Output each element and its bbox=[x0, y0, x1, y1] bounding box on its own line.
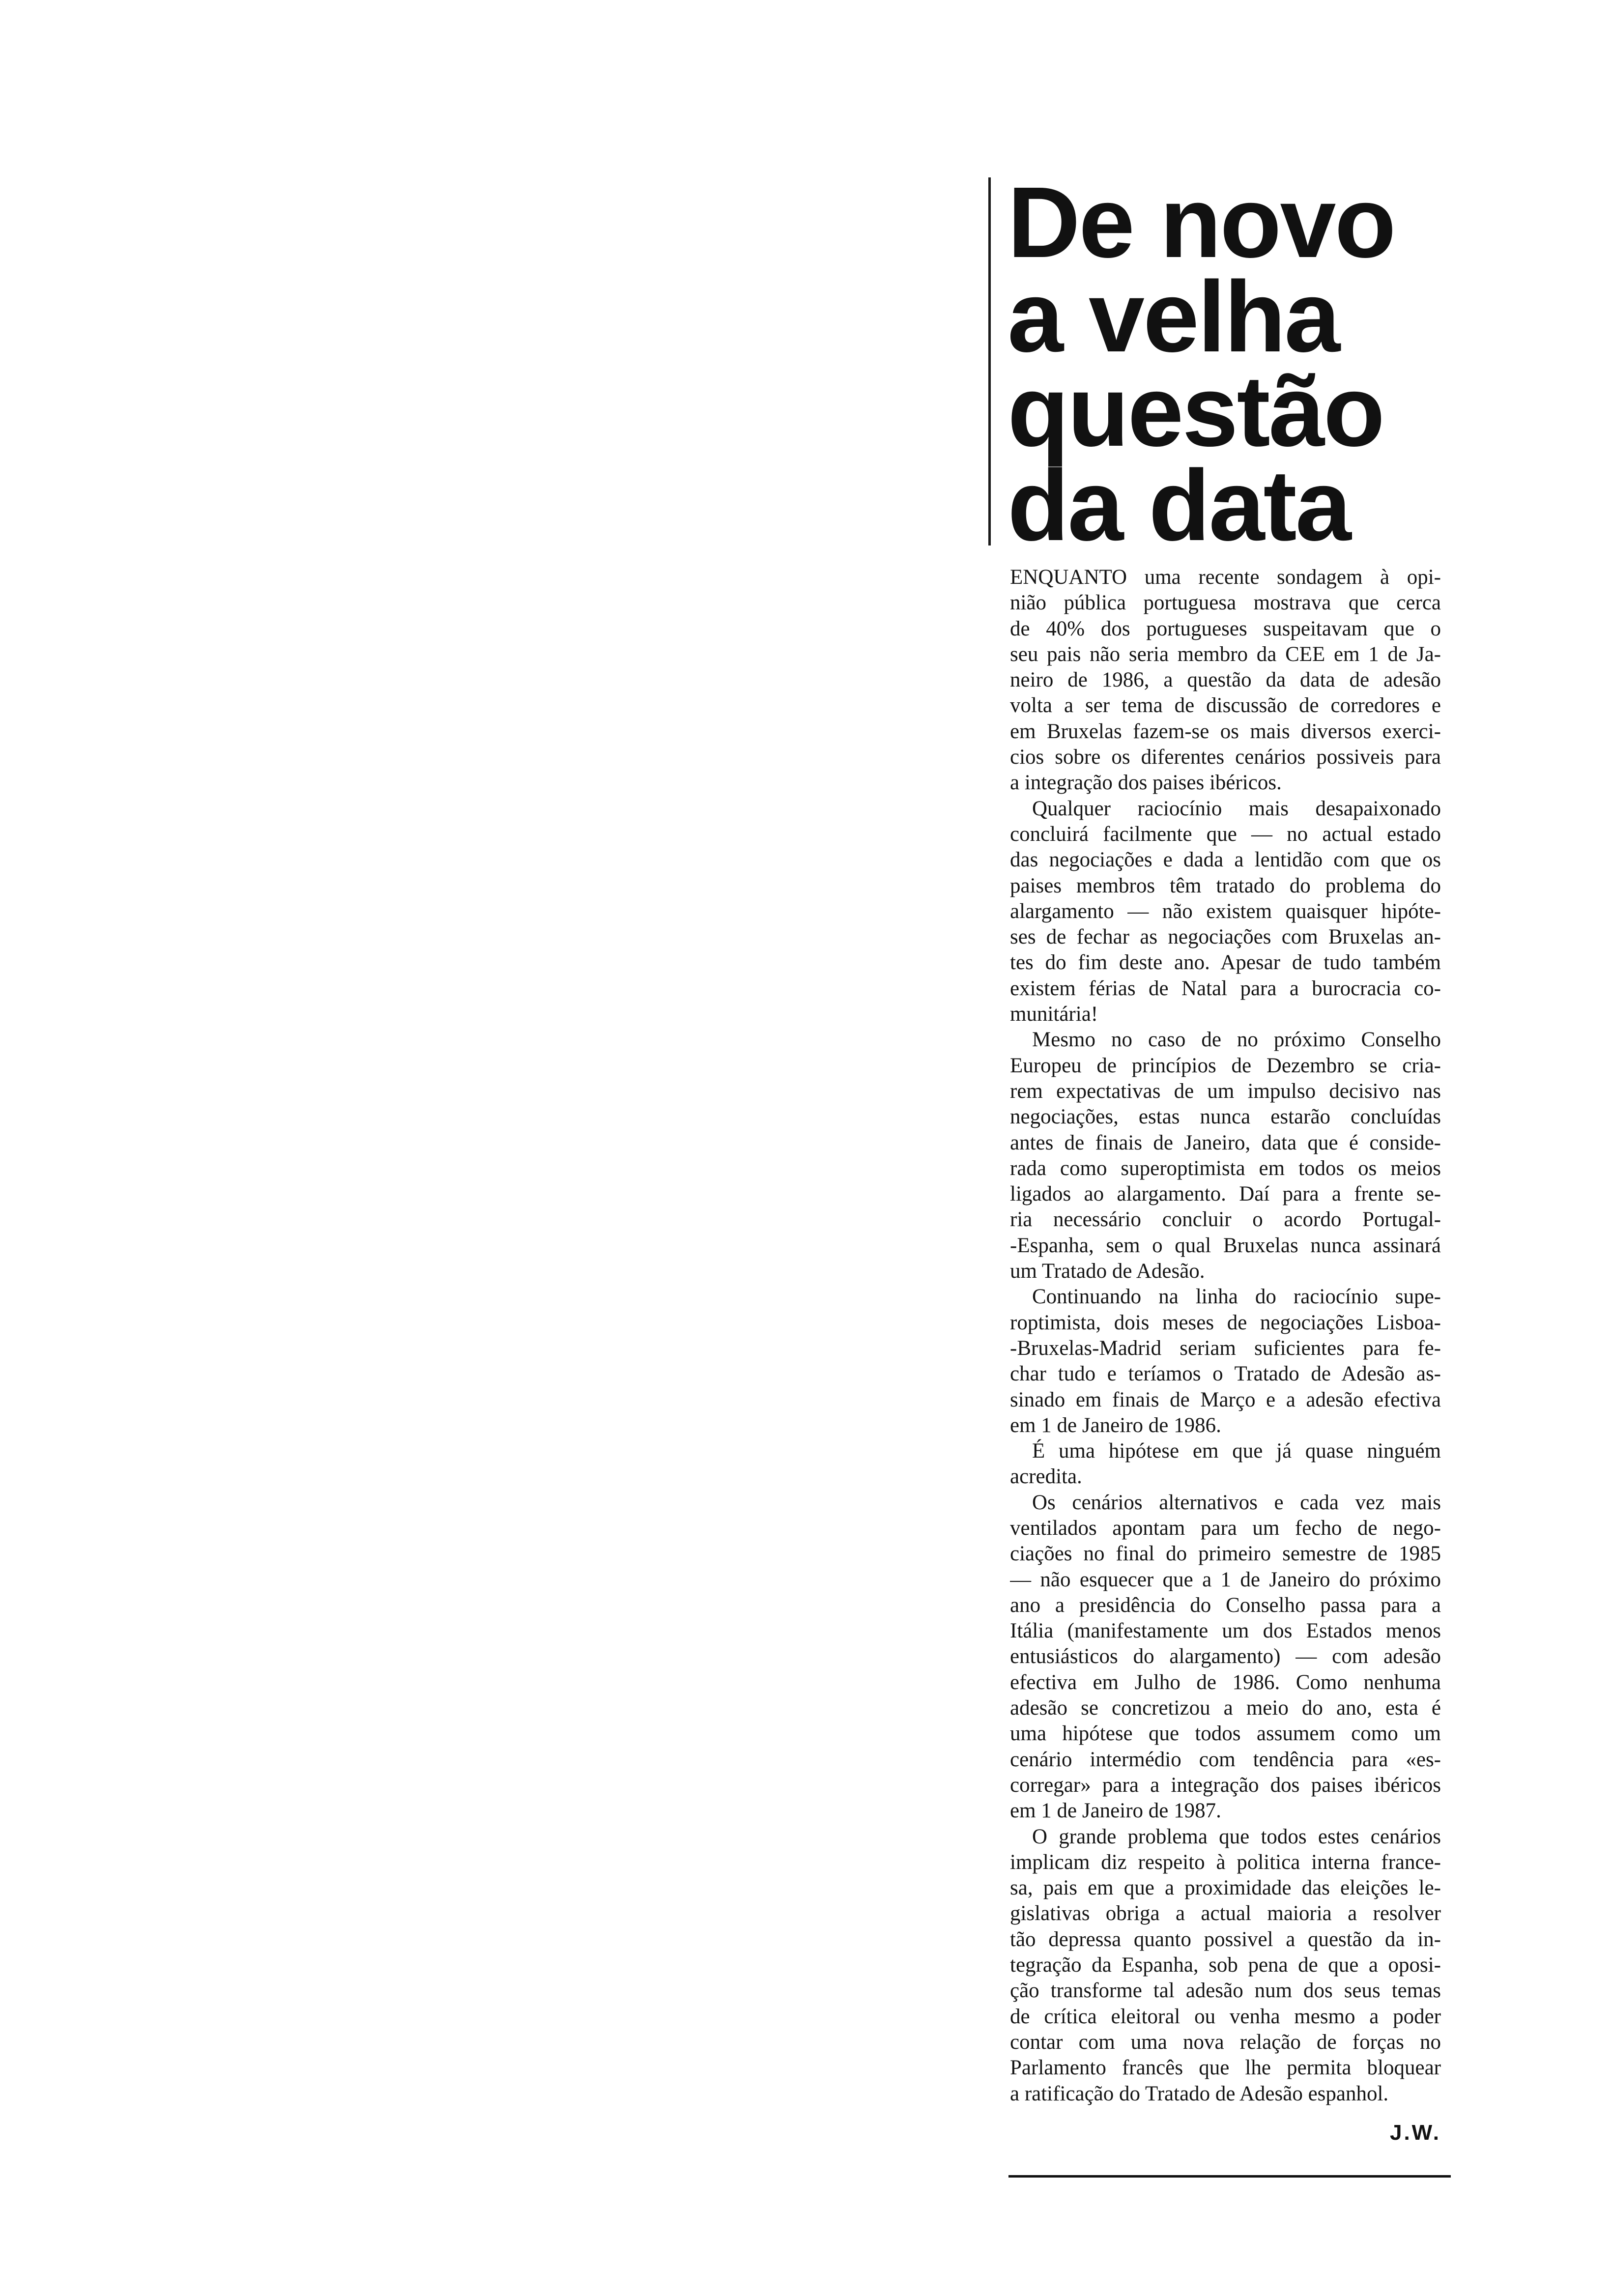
article-line: sinado em finais de Março e a adesão efectiva bbox=[1010, 1388, 1441, 1411]
article-line: Mesmo no caso de no próximo Conselho bbox=[1032, 1028, 1441, 1052]
article-line: neiro de 1986, a questão da data de adesão bbox=[1010, 668, 1441, 692]
article-line: rem expectativas de um impulso decisivo nas bbox=[1010, 1079, 1441, 1103]
article-line: O grande problema que todos estes cenários bbox=[1032, 1825, 1441, 1848]
article-line: entusiásticos do alargamento) — com adesão bbox=[1010, 1645, 1441, 1668]
article-line: Itália (manifestamente um dos Estados menos bbox=[1010, 1619, 1441, 1643]
article-line: sa, pais em que a proximidade das eleições le- bbox=[1010, 1876, 1441, 1900]
article-line: gislativas obriga a actual maioria a resolver bbox=[1010, 1902, 1441, 1925]
article-line: ligados ao alargamento. Daí para a frente se- bbox=[1010, 1182, 1441, 1206]
article-line: das negociações e dada a lentidão com que os bbox=[1010, 848, 1441, 872]
article-line: tes do fim deste ano. Apesar de tudo também bbox=[1010, 951, 1441, 975]
article-line: Qualquer raciocínio mais desapaixonado bbox=[1032, 797, 1441, 820]
article-paragraph bbox=[1010, 1824, 1441, 2107]
article-line: nião pública portuguesa mostrava que cerca bbox=[1010, 591, 1441, 615]
article-paragraph bbox=[1010, 1490, 1441, 1824]
headline-line: De novo bbox=[1008, 166, 1395, 279]
article-line: cios sobre os diferentes cenários possiveis para bbox=[1010, 746, 1441, 769]
article-line: ventilados apontam para um fecho de nego- bbox=[1010, 1516, 1441, 1540]
article-line: ção transforme tal adesão num dos seus temas bbox=[1010, 1979, 1441, 2003]
headline-line: a velha bbox=[1008, 260, 1339, 373]
article-line: volta a ser tema de discussão de corredores e bbox=[1010, 694, 1441, 718]
article-line: negociações, estas nunca estarão concluídas bbox=[1010, 1105, 1441, 1129]
article-paragraph bbox=[1010, 796, 1441, 1028]
article-line: rada como superoptimista em todos os meios bbox=[1010, 1156, 1441, 1180]
article-line: em 1 de Janeiro de 1986. bbox=[1010, 1413, 1221, 1437]
article-paragraph bbox=[1010, 1438, 1441, 1490]
article-line: a integração dos paises ibéricos. bbox=[1010, 771, 1282, 795]
headline-line: questão bbox=[1008, 355, 1383, 467]
author-signature: J.W. bbox=[1389, 2121, 1441, 2145]
article-line: contar com uma nova relação de forças no bbox=[1010, 2030, 1441, 2054]
article-line: paises membros têm tratado do problema do bbox=[1010, 874, 1441, 897]
article-line: alargamento — não existem quaisquer hipóte- bbox=[1010, 899, 1441, 923]
article-line: implicam diz respeito à politica interna france- bbox=[1010, 1850, 1441, 1874]
article-line: É uma hipótese em que já quase ninguém bbox=[1032, 1439, 1441, 1463]
article-line: ENQUANTO uma recente sondagem à opi- bbox=[1010, 566, 1441, 589]
article-line: tegração da Espanha, sob pena de que a oposi- bbox=[1010, 1953, 1441, 1977]
article-paragraph bbox=[1010, 565, 1441, 796]
article-line: Os cenários alternativos e cada vez mais bbox=[1032, 1491, 1441, 1514]
article-line: Continuando na linha do raciocínio supe- bbox=[1032, 1285, 1441, 1309]
article-line: Europeu de princípios de Dezembro se cria- bbox=[1010, 1054, 1441, 1077]
article-line: -Bruxelas-Madrid seriam suficientes para fe- bbox=[1010, 1336, 1441, 1360]
article-line: ciações no final do primeiro semestre de 1985 bbox=[1010, 1542, 1441, 1566]
article-line: de 40% dos portugueses suspeitavam que o bbox=[1010, 617, 1441, 640]
article-paragraph bbox=[1010, 1027, 1441, 1284]
article-line: char tudo e teríamos o Tratado de Adesão as- bbox=[1010, 1362, 1441, 1386]
article-line: um Tratado de Adesão. bbox=[1010, 1260, 1205, 1283]
article-line: ses de fechar as negociações com Bruxelas an- bbox=[1010, 925, 1441, 949]
article-line: seu pais não seria membro da CEE em 1 de Ja- bbox=[1010, 642, 1441, 666]
column-rule bbox=[988, 177, 991, 545]
article-line: existem férias de Natal para a burocracia co- bbox=[1010, 976, 1441, 1000]
article-line: Parlamento francês que lhe permita bloquear bbox=[1010, 2056, 1441, 2080]
article-line: efectiva em Julho de 1986. Como nenhuma bbox=[1010, 1670, 1441, 1694]
article-line: acredita. bbox=[1010, 1465, 1082, 1489]
article-line: uma hipótese que todos assumem como um bbox=[1010, 1722, 1441, 1746]
article-line: a ratificação do Tratado de Adesão espanhol. bbox=[1010, 2082, 1389, 2105]
article-paragraph bbox=[1010, 1284, 1441, 1438]
article-line: corregar» para a integração dos paises ibéricos bbox=[1010, 1773, 1441, 1797]
article-body bbox=[1010, 565, 1441, 2107]
article-line: de crítica eleitoral ou venha mesmo a poder bbox=[1010, 2005, 1441, 2028]
article-line: -Espanha, sem o qual Bruxelas nunca assinará bbox=[1010, 1234, 1441, 1257]
article-line: antes de finais de Janeiro, data que é conside- bbox=[1010, 1131, 1441, 1154]
article-line: ano a presidência do Conselho passa para a bbox=[1010, 1593, 1441, 1617]
article-line: cenário intermédio com tendência para «es- bbox=[1010, 1748, 1441, 1771]
article-line: concluirá facilmente que — no actual estado bbox=[1010, 822, 1441, 846]
article-line: — não esquecer que a 1 de Janeiro do próximo bbox=[1010, 1568, 1441, 1591]
headline-line: da data bbox=[1008, 449, 1350, 562]
article-line: ria necessário concluir o acordo Portugal- bbox=[1010, 1208, 1441, 1232]
headline bbox=[1008, 166, 1395, 562]
article-line: tão depressa quanto possivel a questão da in- bbox=[1010, 1927, 1441, 1951]
article-line: adesão se concretizou a meio do ano, esta é bbox=[1010, 1696, 1441, 1720]
article-line: em 1 de Janeiro de 1987. bbox=[1010, 1799, 1221, 1823]
article-line: munitária! bbox=[1010, 1003, 1098, 1026]
article-line: em Bruxelas fazem-se os mais diversos exerci- bbox=[1010, 719, 1441, 743]
end-rule bbox=[1008, 2175, 1451, 2178]
article-line: roptimista, dois meses de negociações Lisboa- bbox=[1010, 1311, 1441, 1334]
